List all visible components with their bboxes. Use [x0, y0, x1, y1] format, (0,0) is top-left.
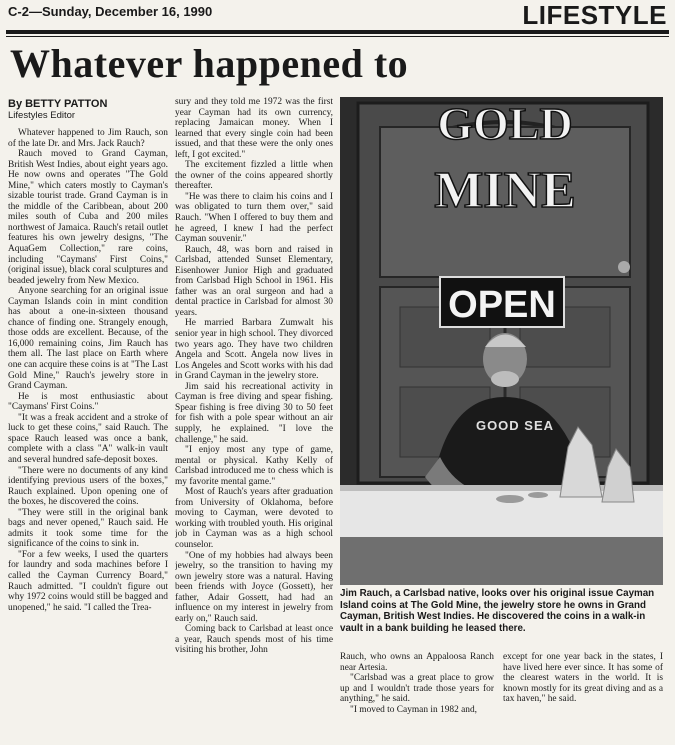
paragraph: Rauch, 48, was born and raised in Carlsbad, attended Sunset Elementary, Eisenhower Junior High and graduated from Carlsbad High School in 1961. His father was an oral surgeon and had a dental practice in Carlsbad for almost 30 years. — [175, 244, 333, 318]
paragraph: "They were still in the original bank bags and never opened," Rauch said. He admits it took some time for the significance of the coins to sink in. — [8, 507, 168, 550]
shirt-text: GOOD SEA — [475, 418, 555, 433]
photo-caption: Jim Rauch, a Carlsbad native, looks over his original issue Cayman Island coins at The Gold Mine, the jewelry store he owns in Grand Cayman, British West Indies. He discovered the coins in a walk-in vault in a bank building he leased there. — [340, 588, 655, 634]
article-column-3 — [340, 652, 494, 742]
paragraph: "Carlsbad was a great place to grow up and I wouldn't trade those years for anything," he said. — [340, 673, 494, 705]
paragraph: Coming back to Carlsbad at least once a year, Rauch spends most of his time visiting his brother, John — [175, 624, 333, 656]
sign-text-gold: GOLD — [437, 98, 573, 149]
paragraph: "I enjoy most any type of game, mental or physical. Kathy Kelly of Carlsbad introduced me to chess which is my favorite mental game." — [175, 445, 333, 487]
paragraph: The excitement fizzled a little when the owner of the coins appeared shortly thereafter. — [175, 160, 333, 192]
sign-text-mine: MINE — [434, 162, 576, 219]
byline-title: Lifestyles Editor — [8, 110, 76, 121]
article-column-4 — [503, 652, 663, 742]
byline-author: By BETTY PATTON — [8, 98, 108, 110]
article-column-1 — [8, 128, 168, 740]
headline: Whatever happened to — [10, 41, 409, 86]
paragraph: "One of my hobbies had always been jewelry, so the transition to having my own jewelry store was a natural. Having been friends with Joyce (Gossett), her father, Adair Gossett, had had an influence on my interest in jewelry from early on," Rauch said. — [175, 550, 333, 624]
paragraph: Whatever happened to Jim Rauch, son of the late Dr. and Mrs. Jack Rauch? — [8, 128, 168, 149]
paragraph: "He was there to claim his coins and I was obligated to turn them over," said Rauch. "When I offered to buy them and he agreed, I knew I had the perfect Cayman souvenir." — [175, 191, 333, 245]
paragraph: "There were no documents of any kind identifying previous users of the boxes," Rauch explained. Upon opening one of the boxes, he discovered the coins. — [8, 465, 168, 508]
paragraph: except for one year back in the states, I have lived here ever since. It has some of the clearest waters in the world. It is known mostly for its great diving and as a tax haven," he said. — [503, 652, 663, 705]
masthead-rule — [6, 30, 669, 34]
paragraph: Anyone searching for an original issue Cayman Islands coin in mint condition has about a one-in-sixteen thousand chance of finding one. Strangely enough, those odds are excellent. Because, of the 16,000 remaining coins, Jim Rauch has them all. The last place on Earth where one can acquire these coins is at "The Last Gold Mine," Rauch's jewelry store in Grand Cayman. — [8, 286, 168, 392]
paragraph: "It was a freak accident and a stroke of luck to get these coins," said Rauch. The space Rauch leased was once a bank, complete with a class "A" walk-in vault and several hundred safe-deposit boxes. — [8, 412, 168, 465]
store-photo — [340, 97, 663, 585]
paragraph: sury and they told me 1972 was the first year Cayman had its own currency, replacing Jamaican money. When I learned that every single coin had been issued, and that these were the only ones left, I got excited." — [175, 97, 333, 160]
paragraph: Most of Rauch's years after graduation from University of Oklahoma, before moving to Cayman, were devoted to working with troubled youth. His original job in Cayman was as a high school counselor. — [175, 487, 333, 550]
masthead-rule-thin — [6, 36, 669, 37]
paragraph: Jim said his recreational activity in Cayman is free diving and spear fishing. Spear fishing is free diving 30 to 50 feet for fish with a pole spear without an air supply, he explained. "I love the challenge," he said. — [175, 381, 333, 445]
paragraph: "I moved to Cayman in 1982 and, — [350, 704, 477, 715]
paragraph: He is most enthusiastic about "Caymans' First Coins." — [8, 391, 168, 413]
paragraph: Rauch, who owns an Appaloosa Ranch near Artesia. — [340, 652, 494, 673]
open-sign-text: OPEN — [448, 284, 556, 326]
paragraph: He married Barbara Zumwalt his senior year in high school. They divorced two years ago. They have two children Angela and Scott. Angela now lives in Los Angeles and Scott works with his dad in Grand Cayman in the jewelry store. — [175, 318, 333, 382]
article-column-2 — [175, 97, 333, 741]
section-title: LIFESTYLE — [522, 0, 667, 30]
page-folio: C-2—Sunday, December 16, 1990 — [8, 4, 213, 19]
paragraph: Rauch moved to Grand Cayman, British West Indies, about eight years ago. He now owns and operates "The Gold Mine," which caters mostly to Cayman's sizable tourist trade. Grand Cayman is in the middle of the Caribbean, about 200 miles south of Cuba and 200 miles northwest of Jamaica. Rauch's retail outlet features his own jewelry designs, "The AquaGem Collection," rare coins, including "Caymans' First Coins," (original issue), black coral sculptures and beaded jewelry from New Mexico. — [8, 149, 168, 286]
paragraph: "For a few weeks, I used the quarters for laundry and soda machines before I called the Cayman Currency Board," Rauch admitted. "I couldn't figure out why 1972 coins would still be bagged and unopened," he said. "I called the Trea- — [8, 549, 168, 613]
byline — [8, 98, 107, 122]
photo-illustration — [340, 97, 663, 585]
